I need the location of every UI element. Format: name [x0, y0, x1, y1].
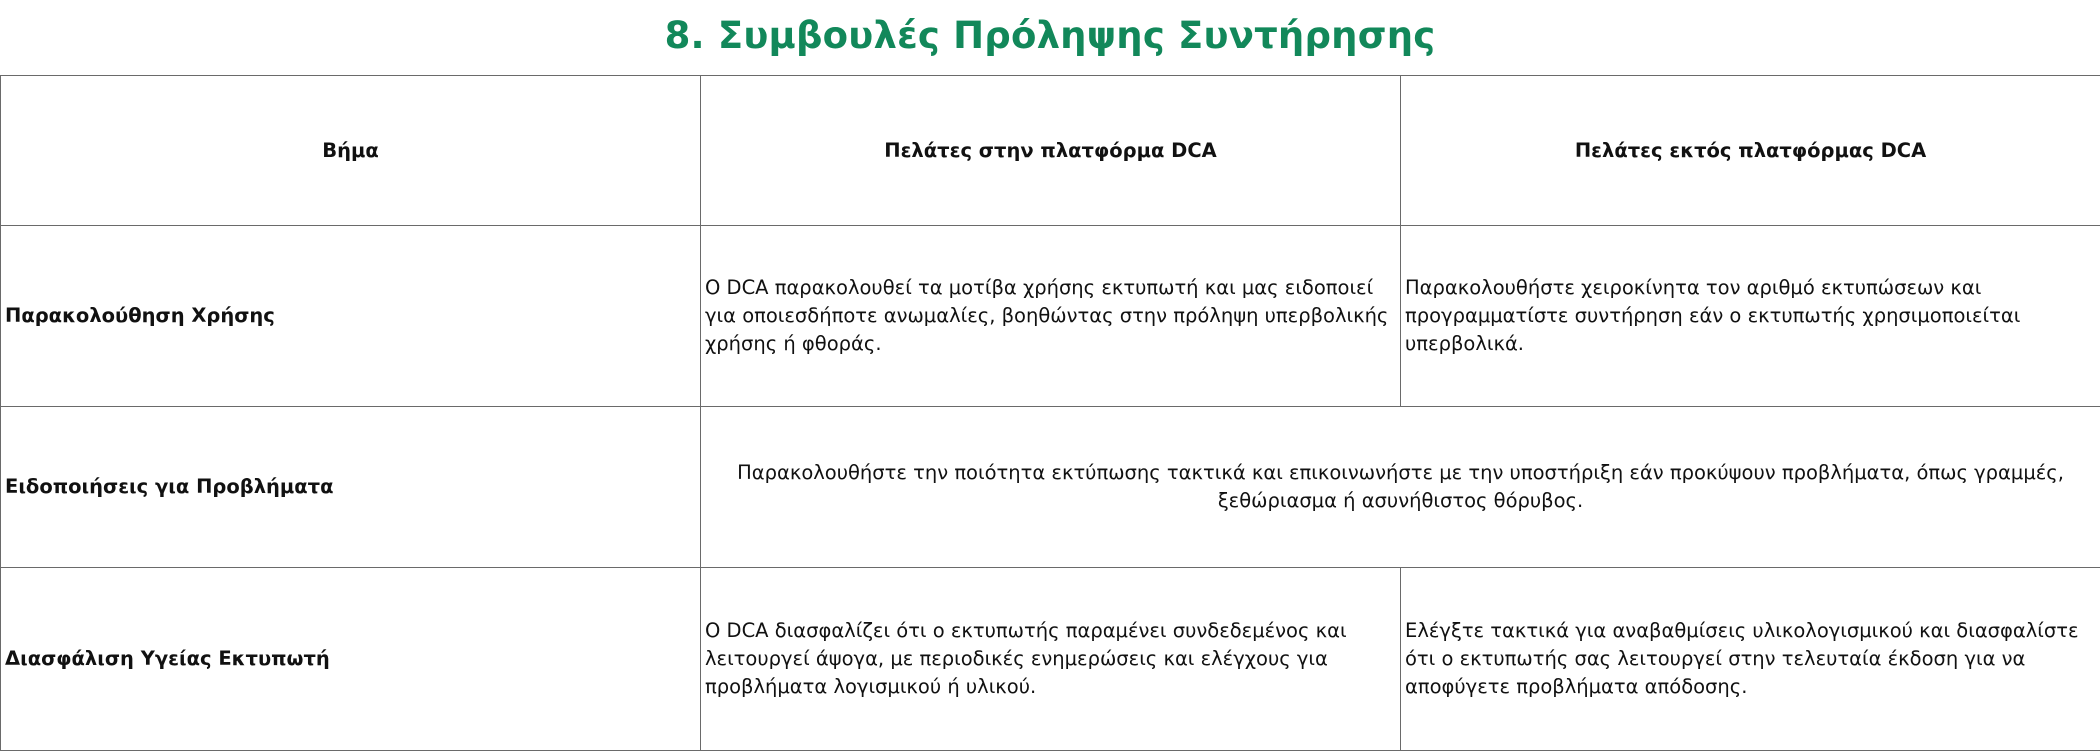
step-cell: Παρακολούθηση Χρήσης [1, 226, 701, 407]
table-row [1, 568, 2100, 751]
header-non-dca-clients: Πελάτες εκτός πλατφόρμας DCA [1401, 76, 2100, 226]
page-title: 8. Συμβουλές Πρόληψης Συντήρησης [0, 14, 2100, 57]
dca-cell: Ο DCA παρακολουθεί τα μοτίβα χρήσης εκτυπωτή και μας ειδοποιεί για οποιεσδήποτε ανωμαλίες, βοηθώντας στην πρόληψη υπερβολικής χρήσης ή φθοράς. [701, 226, 1401, 407]
table-row [1, 226, 2100, 407]
header-step: Βήμα [1, 76, 701, 226]
non-dca-cell: Ελέγξτε τακτικά για αναβαθμίσεις υλικολογισμικού και διασφαλίστε ότι ο εκτυπωτής σας λειτουργεί στην τελευταία έκδοση για να αποφύγετε προβλήματα απόδοσης. [1401, 568, 2100, 751]
step-cell: Ειδοποιήσεις για Προβλήματα [1, 407, 701, 568]
non-dca-cell: Παρακολουθήστε χειροκίνητα τον αριθμό εκτυπώσεων και προγραμματίστε συντήρηση εάν ο εκτυπωτής χρησιμοποιείται υπερβολικά. [1401, 226, 2100, 407]
step-cell: Διασφάλιση Υγείας Εκτυπωτή [1, 568, 701, 751]
maintenance-tips-table [0, 75, 2100, 751]
table-header-row [1, 76, 2100, 226]
header-dca-clients: Πελάτες στην πλατφόρμα DCA [701, 76, 1401, 226]
combined-cell: Παρακολουθήστε την ποιότητα εκτύπωσης τακτικά και επικοινωνήστε με την υποστήριξη εάν προκύψουν προβλήματα, όπως γραμμές, ξεθώριασμα ή ασυνήθιστος θόρυβος. [701, 407, 2100, 568]
table-row [1, 407, 2100, 568]
dca-cell: Ο DCA διασφαλίζει ότι ο εκτυπωτής παραμένει συνδεδεμένος και λειτουργεί άψογα, με περιοδικές ενημερώσεις και ελέγχους για προβλήματα λογισμικού ή υλικού. [701, 568, 1401, 751]
